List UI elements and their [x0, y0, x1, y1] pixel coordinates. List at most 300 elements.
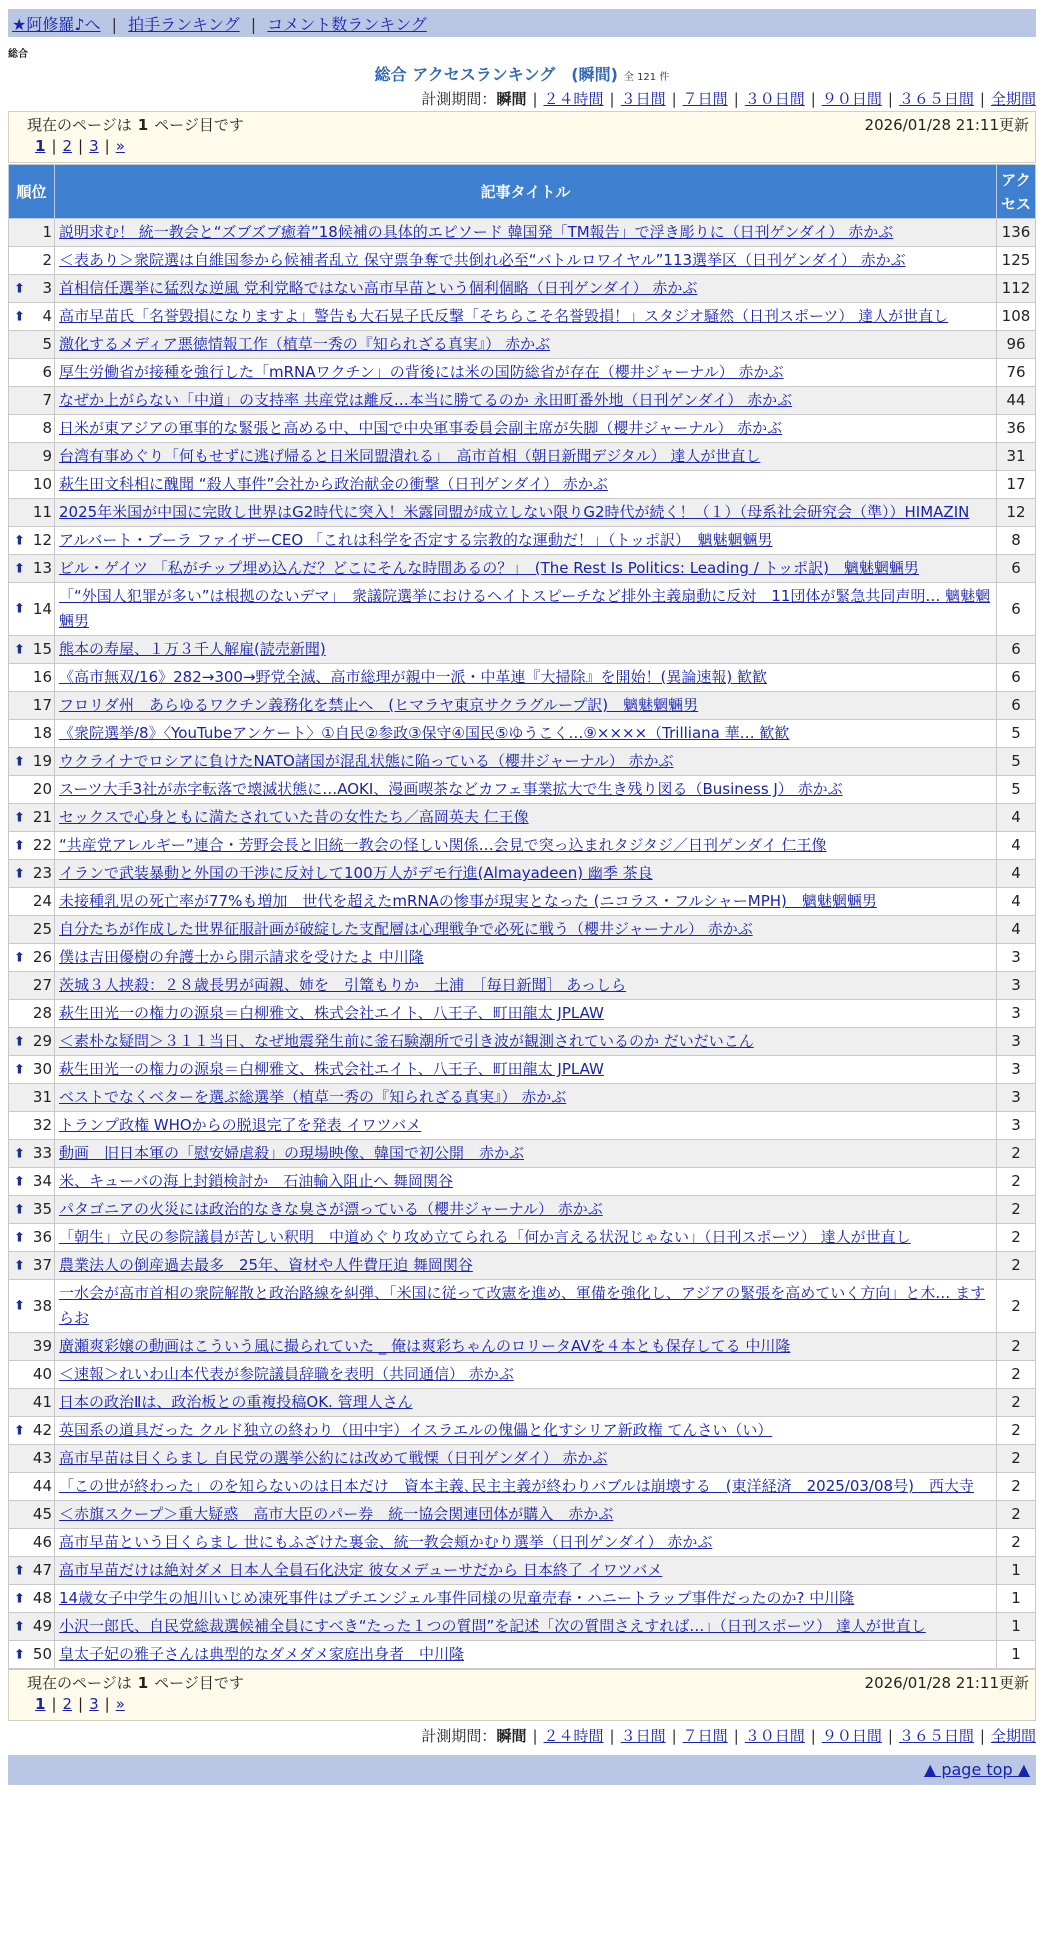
top-nav	[8, 9, 1036, 37]
table-row	[9, 664, 1036, 692]
rank-cell	[9, 1641, 55, 1669]
title-cell	[55, 776, 997, 804]
article-link[interactable]: 高市早苗という目くらまし 世にもふざけた裏金、統一教会頬かむり選挙（日刊ゲンダイ） 赤かぶ	[59, 1533, 713, 1551]
page-link[interactable]: 3	[89, 137, 99, 155]
applause-ranking-link[interactable]: 拍手ランキング	[128, 15, 240, 34]
period-link[interactable]: ３０日間	[744, 90, 805, 108]
period-label: 計測期間：	[421, 1727, 497, 1745]
access-count: 2	[997, 1168, 1036, 1196]
page-separator: |	[51, 1695, 57, 1713]
rank-number: 44	[32, 1477, 52, 1495]
title-cell	[55, 1529, 997, 1557]
rank-number: 34	[32, 1172, 52, 1190]
access-count: 1	[997, 1641, 1036, 1669]
page-title	[0, 62, 1044, 85]
access-count: 17	[997, 471, 1036, 499]
rank-number: 2	[42, 251, 52, 269]
table-row	[9, 219, 1036, 247]
access-count: 5	[997, 720, 1036, 748]
title-cell	[55, 1473, 997, 1501]
period-current: 瞬間	[496, 1727, 527, 1745]
page-link[interactable]: 3	[89, 1695, 99, 1713]
access-count: 6	[997, 636, 1036, 664]
article-link[interactable]: 「朝生」立民の参院議員が苦しい釈明 中道めぐり攻め立てられる「何か言える状況じゃない」（日刊スポーツ） 達人が世直し	[59, 1228, 911, 1246]
pager-bottom	[8, 1669, 1036, 1721]
rank-number: 27	[32, 976, 52, 994]
period-link[interactable]: 全期間	[990, 90, 1036, 108]
table-row	[9, 415, 1036, 443]
title-cell	[55, 275, 997, 303]
page-top-link[interactable]: ▲ page top ▲	[923, 1760, 1030, 1779]
access-count: 108	[997, 303, 1036, 331]
up-arrow-icon: ⬆	[14, 601, 25, 617]
rank-number: 31	[32, 1088, 52, 1106]
access-count: 3	[997, 1028, 1036, 1056]
article-link[interactable]: 萩生田文科相に醜聞 “殺人事件”会社から政治献金の衝撃（日刊ゲンダイ） 赤かぶ	[59, 475, 608, 493]
table-row	[9, 499, 1036, 527]
period-label: 計測期間：	[421, 90, 497, 108]
access-count: 4	[997, 860, 1036, 888]
article-link[interactable]: ウクライナでロシアに負けたNATO諸国が混乱状態に陥っている（櫻井ジャーナル） 赤かぶ	[59, 752, 674, 770]
period-separator: |	[810, 1727, 816, 1745]
rank-cell	[9, 247, 55, 275]
rank-cell	[9, 471, 55, 499]
title-cell	[55, 1641, 997, 1669]
article-link[interactable]: ＜赤旗スクープ＞重大疑惑 高市大臣のパー券 統一協会関連団体が購入 赤かぶ	[59, 1505, 614, 1523]
article-link[interactable]: 高市早苗氏「名誉毀損になりますよ」警告も大石晃子氏反撃「そちらこそ名誉毀損！」スタジオ騒然（日刊スポーツ） 達人が世直し	[59, 307, 949, 325]
title-cell	[55, 555, 997, 583]
article-link[interactable]: 熊本の寿屋、１万３千人解雇(読売新聞)	[59, 640, 326, 658]
up-arrow-icon: ⬆	[14, 1423, 25, 1438]
period-link[interactable]: ７日間	[682, 1727, 728, 1745]
footer-bar	[8, 1755, 1036, 1785]
period-link[interactable]: ２４時間	[543, 1727, 604, 1745]
rank-cell	[9, 1280, 55, 1333]
article-link[interactable]: 未接種乳児の死亡率が77%も増加 世代を超えたmRNAの惨事が現実となった (ニコラス・フルシャーMPH) 魑魅魍魎男	[59, 892, 877, 910]
title-cell	[55, 1557, 997, 1585]
period-separator: |	[810, 90, 816, 108]
access-count: 31	[997, 443, 1036, 471]
access-count: 2	[997, 1333, 1036, 1361]
table-row	[9, 1140, 1036, 1168]
article-link[interactable]: パタゴニアの火災には政治的なきな臭さが漂っている（櫻井ジャーナル） 赤かぶ	[59, 1200, 603, 1218]
article-link[interactable]: 農業法人の倒産過去最多 25年、資材や人件費圧迫 舞岡関谷	[59, 1256, 473, 1274]
article-link[interactable]: セックスで心身ともに満たされていた昔の女性たち／高岡英夫 仁王像	[59, 808, 529, 826]
up-arrow-icon: ⬆	[14, 1258, 25, 1273]
rank-cell	[9, 499, 55, 527]
up-arrow-icon: ⬆	[14, 642, 25, 657]
rank-cell	[9, 916, 55, 944]
table-row	[9, 916, 1036, 944]
rank-cell	[9, 1028, 55, 1056]
title-cell	[55, 860, 997, 888]
article-link[interactable]: 説明求む！ 統一教会と“ズブズブ癒着”18候補の具体的エピソード 韓国発「TM報告」で浮き彫りに（日刊ゲンダイ） 赤かぶ	[59, 223, 894, 241]
article-link[interactable]: 高市早苗は目くらまし 自民党の選挙公約には改めて戦慄（日刊ゲンダイ） 赤かぶ	[59, 1449, 608, 1467]
title-cell	[55, 1028, 997, 1056]
rank-cell	[9, 275, 55, 303]
pager-status-row	[27, 1672, 1029, 1695]
article-link[interactable]: 日本の政治Ⅱは、政治板との重複投稿OK. 管理人さん	[59, 1393, 413, 1411]
period-separator: |	[609, 1727, 615, 1745]
article-link[interactable]: 「この世が終わった」のを知らないのは日本だけ 資本主義､民主主義が終わりバブルは崩壊する (東洋経済 2025/03/08号) 西大寺	[59, 1477, 974, 1495]
title-cell	[55, 944, 997, 972]
article-link[interactable]: 萩生田光一の権力の源泉＝白柳雅文、株式会社エイト、八王子、町田龍太 JPLAW	[59, 1004, 604, 1022]
access-count: 2	[997, 1473, 1036, 1501]
access-count: 96	[997, 331, 1036, 359]
access-count: 5	[997, 748, 1036, 776]
rank-number: 3	[42, 279, 52, 297]
rank-cell	[9, 748, 55, 776]
rank-number: 6	[42, 363, 52, 381]
ranking-table	[8, 164, 1036, 1669]
article-link[interactable]: 動画 旧日本軍の「慰安婦虐殺」の現場映像、韓国で初公開 赤かぶ	[59, 1144, 525, 1162]
page-link[interactable]: »	[115, 1695, 125, 1713]
up-arrow-icon: ⬆	[14, 1146, 25, 1161]
access-count: 2	[997, 1196, 1036, 1224]
home-link[interactable]: ★阿修羅♪へ	[12, 15, 101, 34]
access-count: 44	[997, 387, 1036, 415]
article-link[interactable]: ＜素朴な疑問＞３１１当日、なぜ地震発生前に釜石験潮所で引き波が観測されているのか だいだいこん	[59, 1032, 754, 1050]
article-link[interactable]: 《衆院選挙/8》〈YouTubeアンケート〉①自民②参政③保守④国民⑤ゆうこく…⑨××××（Trilliana 華… 歓歓	[59, 724, 790, 742]
article-link[interactable]: 激化するメディア悪徳情報工作（植草一秀の『知られざる真実』） 赤かぶ	[59, 335, 551, 353]
table-row	[9, 1252, 1036, 1280]
access-count: 1	[997, 1585, 1036, 1613]
rank-number: 14	[32, 599, 52, 618]
rank-number: 28	[32, 1004, 52, 1022]
title-cell	[55, 499, 997, 527]
table-row	[9, 387, 1036, 415]
title-cell	[55, 1501, 997, 1529]
period-link[interactable]: 全期間	[990, 1727, 1036, 1745]
up-arrow-icon: ⬆	[14, 950, 25, 965]
table-row	[9, 972, 1036, 1000]
rank-cell	[9, 1196, 55, 1224]
table-row	[9, 720, 1036, 748]
access-count: 2	[997, 1280, 1036, 1333]
table-row	[9, 1585, 1036, 1613]
rank-cell	[9, 1224, 55, 1252]
table-row	[9, 1529, 1036, 1557]
period-separator: |	[609, 90, 615, 108]
table-row	[9, 1280, 1036, 1333]
rank-cell	[9, 1557, 55, 1585]
table-row	[9, 247, 1036, 275]
page-status	[27, 114, 244, 137]
title-cell	[55, 636, 997, 664]
rank-number: 22	[32, 836, 52, 854]
period-separator: |	[887, 90, 893, 108]
rank-number: 43	[32, 1449, 52, 1467]
rank-number: 39	[32, 1337, 52, 1355]
article-link[interactable]: 高市早苗だけは絶対ダメ 日本人全員石化決定 彼女メデューサだから 日本終了 イワツバメ	[59, 1561, 663, 1579]
table-row	[9, 692, 1036, 720]
period-separator: |	[671, 1727, 677, 1745]
rank-number: 18	[32, 724, 52, 742]
rank-cell	[9, 387, 55, 415]
comment-ranking-link[interactable]: コメント数ランキング	[267, 15, 427, 34]
rank-number: 36	[32, 1228, 52, 1246]
title-cell	[55, 720, 997, 748]
article-link[interactable]: “共産党アレルギー”連合・芳野会長と旧統一教会の怪しい関係…会見で突っ込まれタジタジ／日刊ゲンダイ 仁王像	[59, 836, 827, 854]
rank-number: 16	[32, 668, 52, 686]
period-link[interactable]: ３日間	[620, 1727, 666, 1745]
period-link[interactable]: ９０日間	[821, 1727, 882, 1745]
table-row	[9, 1473, 1036, 1501]
rank-cell	[9, 583, 55, 636]
period-separator: |	[671, 90, 677, 108]
title-cell	[55, 583, 997, 636]
table-row	[9, 636, 1036, 664]
page-separator: |	[104, 137, 110, 155]
rank-cell	[9, 1000, 55, 1028]
nav-separator: |	[250, 15, 257, 34]
title-cell	[55, 1224, 997, 1252]
title-cell	[55, 1585, 997, 1613]
table-row	[9, 832, 1036, 860]
access-count: 125	[997, 247, 1036, 275]
access-count: 6	[997, 692, 1036, 720]
article-link[interactable]: 僕は吉田優樹の弁護士から開示請求を受けたよ 中川隆	[59, 948, 424, 966]
article-link[interactable]: 首相信任選挙に猛烈な逆風 党利党略ではない高市早苗という個利個略（日刊ゲンダイ） 赤かぶ	[59, 279, 698, 297]
rank-number: 10	[32, 475, 52, 493]
page-status-number: 1	[137, 1674, 149, 1692]
access-count: 1	[997, 1613, 1036, 1641]
title-cell	[55, 1417, 997, 1445]
rank-number: 35	[32, 1200, 52, 1218]
access-count: 12	[997, 499, 1036, 527]
article-link[interactable]: 日米が東アジアの軍事的な緊張と高める中、中国で中央軍事委員会副主席が失脚（櫻井ジャーナル） 赤かぶ	[59, 419, 783, 437]
article-link[interactable]: 自分たちが作成した世界征服計画が破綻した支配層は心理戦争で必死に戦う（櫻井ジャーナル） 赤かぶ	[59, 920, 753, 938]
rank-cell	[9, 720, 55, 748]
title-cell	[55, 471, 997, 499]
title-cell	[55, 888, 997, 916]
table-row	[9, 748, 1036, 776]
access-count: 3	[997, 1056, 1036, 1084]
table-row	[9, 1056, 1036, 1084]
rank-number: 30	[32, 1060, 52, 1078]
article-link[interactable]: 台湾有事めぐり「何もせずに逃げ帰ると日米同盟潰れる」 高市首相（朝日新聞デジタル） 達人が世直し	[59, 447, 761, 465]
ranking-title: 総合 アクセスランキング (瞬間)	[374, 65, 618, 84]
up-arrow-icon: ⬆	[14, 1230, 25, 1245]
article-link[interactable]: 英国系の道具だった クルド独立の終わり（田中宇）イスラエルの傀儡と化すシリア新政権 てんさい（い）	[59, 1421, 773, 1439]
up-arrow-icon: ⬆	[14, 533, 25, 548]
access-count: 2	[997, 1140, 1036, 1168]
access-count: 2	[997, 1252, 1036, 1280]
article-link[interactable]: 一水会が高市首相の衆院解散と政治路線を糾弾、「米国に従って改憲を進め、軍備を強化し、アジアの緊張を高めていく方向」と木… ますらお	[59, 1284, 986, 1327]
article-link[interactable]: 小沢一郎氏、自民党総裁選候補全員にすべき“たった１つの質問”を記述「次の質問さえすれば…」（日刊スポーツ） 達人が世直し	[59, 1617, 926, 1635]
rank-cell	[9, 443, 55, 471]
article-link[interactable]: 《高市無双/16》282→300→野党全滅、高市総理が親中一派・中革連『大掃除』を開始！(異論速報) 歓歓	[59, 668, 768, 686]
table-row	[9, 1445, 1036, 1473]
access-count: 2	[997, 1501, 1036, 1529]
period-separator: |	[733, 90, 739, 108]
access-count: 112	[997, 275, 1036, 303]
article-link[interactable]: ＜表あり＞衆院選は自維国参から候補者乱立 保守票争奪で共倒れ必至“バトルロワイヤル”113選挙区（日刊ゲンダイ） 赤かぶ	[59, 251, 906, 269]
page-links	[27, 1695, 1029, 1719]
page-link[interactable]: »	[115, 137, 125, 155]
article-link[interactable]: フロリダ州 あらゆるワクチン義務化を禁止へ (ヒマラヤ東京サクラグループ訳) 魑魅魍魎男	[59, 696, 699, 714]
table-row	[9, 555, 1036, 583]
table-row	[9, 1196, 1036, 1224]
article-link[interactable]: トランプ政権 WHOからの脱退完了を発表 イワツバメ	[59, 1116, 422, 1134]
access-count: 8	[997, 527, 1036, 555]
page-link[interactable]: 2	[62, 1695, 73, 1713]
period-selector-top	[421, 88, 1036, 109]
rank-cell	[9, 944, 55, 972]
rank-number: 32	[32, 1116, 52, 1134]
access-count: 4	[997, 832, 1036, 860]
rank-cell	[9, 1585, 55, 1613]
up-arrow-icon: ⬆	[14, 1062, 25, 1077]
title-cell	[55, 527, 997, 555]
article-link[interactable]: ベストでなくベターを選ぶ総選挙（植草一秀の『知られざる真実』） 赤かぶ	[59, 1088, 567, 1106]
up-arrow-icon: ⬆	[14, 1591, 25, 1606]
total-count: 全 121 件	[623, 72, 670, 83]
table-row	[9, 331, 1036, 359]
title-cell	[55, 359, 997, 387]
table-row	[9, 583, 1036, 636]
period-separator: |	[532, 90, 538, 108]
table-row	[9, 471, 1036, 499]
rank-cell	[9, 1445, 55, 1473]
access-count: 1	[997, 1557, 1036, 1585]
period-link[interactable]: ７日間	[682, 90, 728, 108]
page-separator: |	[104, 1695, 110, 1713]
rank-cell	[9, 804, 55, 832]
rank-number: 5	[42, 335, 52, 353]
article-link[interactable]: 萩生田光一の権力の源泉＝白柳雅文、株式会社エイト、八王子、町田龍太 JPLAW	[59, 1060, 604, 1078]
rank-number: 1	[42, 223, 52, 241]
rank-number: 8	[42, 419, 52, 437]
access-count: 3	[997, 972, 1036, 1000]
count-column-header: アクセス	[997, 165, 1036, 219]
rank-cell	[9, 888, 55, 916]
page-link-current[interactable]: 1	[35, 137, 46, 155]
article-link[interactable]: 廣瀬爽彩嬢の動画はこういう風に撮られていた _ 俺は爽彩ちゃんのロリータAVを４本とも保存してる 中川隆	[59, 1337, 791, 1355]
article-link[interactable]: ビル・ゲイツ 「私がチップ埋め込んだ？どこにそんな時間あるの？」 (The Rest Is Politics: Leading / トッポ訳) 魑魅魍魎男	[59, 559, 919, 577]
rank-number: 24	[32, 892, 52, 910]
rank-cell	[9, 359, 55, 387]
table-row	[9, 804, 1036, 832]
up-arrow-icon: ⬆	[14, 1563, 25, 1578]
period-link[interactable]: ３０日間	[744, 1727, 805, 1745]
rank-number: 46	[32, 1533, 52, 1551]
table-row	[9, 1389, 1036, 1417]
page-link[interactable]: 2	[62, 137, 73, 155]
period-current: 瞬間	[496, 90, 527, 108]
table-row	[9, 860, 1036, 888]
rank-cell	[9, 1473, 55, 1501]
article-link[interactable]: イランで武装暴動と外国の干渉に反対して100万人がデモ行進(Almayadeen) 幽季 茶良	[59, 864, 653, 882]
access-count: 6	[997, 583, 1036, 636]
rank-cell	[9, 832, 55, 860]
title-cell	[55, 1280, 997, 1333]
page-status-prefix: 現在のページは	[27, 1674, 132, 1692]
rank-cell	[9, 303, 55, 331]
table-row	[9, 1613, 1036, 1641]
article-link[interactable]: アルバート・ブーラ ファイザーCEO 「これは科学を否定する宗教的な運動だ！」（トッポ訳） 魑魅魍魎男	[59, 531, 773, 549]
rank-number: 45	[32, 1505, 52, 1523]
rank-number: 15	[32, 640, 52, 658]
period-link[interactable]: ３日間	[620, 90, 666, 108]
rank-number: 20	[32, 780, 52, 798]
period-link[interactable]: ３６５日間	[898, 90, 974, 108]
title-cell	[55, 303, 997, 331]
rank-cell	[9, 860, 55, 888]
table-row	[9, 1501, 1036, 1529]
page-link-current[interactable]: 1	[35, 1695, 46, 1713]
title-cell	[55, 1084, 997, 1112]
table-row	[9, 1333, 1036, 1361]
title-cell	[55, 692, 997, 720]
title-cell	[55, 1168, 997, 1196]
article-link[interactable]: 茨城３人挟殺：２８歳長男が両親、姉を 引篭もりか 土浦 ［毎日新聞］ あっしら	[59, 976, 627, 994]
table-row	[9, 1084, 1036, 1112]
period-separator: |	[979, 90, 985, 108]
title-column-header: 記事タイトル	[55, 165, 997, 219]
title-cell	[55, 664, 997, 692]
rank-number: 26	[32, 948, 52, 966]
rank-number: 40	[32, 1365, 52, 1383]
up-arrow-icon: ⬆	[14, 1202, 25, 1217]
article-link[interactable]: スーツ大手3社が赤字転落で壊滅状態に…AOKI、漫画喫茶などカフェ事業拡大で生き残り図る（Business J） 赤かぶ	[59, 780, 843, 798]
article-link[interactable]: 米、キューバの海上封鎖検討か 石油輸入阻止へ 舞岡関谷	[59, 1172, 454, 1190]
rank-number: 42	[32, 1421, 52, 1439]
rank-cell	[9, 776, 55, 804]
article-link[interactable]: 厚生労働省が接種を強行した「mRNAワクチン」の背後には米の国防総省が存在（櫻井ジャーナル） 赤かぶ	[59, 363, 784, 381]
period-link[interactable]: ２４時間	[543, 90, 604, 108]
title-cell	[55, 1196, 997, 1224]
article-link[interactable]: 2025年米国が中国に完敗し世界はG2時代に突入！米露同盟が成立しない限りG2時代が続く！（１）（母系社会研究会（準））HIMAZIN	[59, 503, 970, 521]
up-arrow-icon: ⬆	[14, 1034, 25, 1049]
article-link[interactable]: 皇太子妃の雅子さんは典型的なダメダメ家庭出身者 中川隆	[59, 1645, 465, 1663]
rank-cell	[9, 692, 55, 720]
rank-number: 37	[32, 1256, 52, 1274]
access-count: 4	[997, 916, 1036, 944]
table-row	[9, 275, 1036, 303]
access-count: 6	[997, 555, 1036, 583]
category-label: 総合	[8, 49, 28, 60]
table-row	[9, 888, 1036, 916]
article-link[interactable]: 14歳女子中学生の旭川いじめ凍死事件はプチエンジェル事件同様の児童売春・ハニートラップ事件だったのか? 中川隆	[59, 1589, 855, 1607]
article-link[interactable]: なぜか上がらない「中道」の支持率 共産党は離反…本当に勝てるのか 永田町番外地（日刊ゲンダイ） 赤かぶ	[59, 391, 793, 409]
title-cell	[55, 247, 997, 275]
rank-cell	[9, 664, 55, 692]
article-link[interactable]: 「“外国人犯罪が多い”は根拠のないデマ」 衆議院選挙におけるヘイトスピーチなど排外主義扇動に反対 11団体が緊急共同声明… 魑魅魍魎男	[59, 587, 991, 630]
rank-cell	[9, 527, 55, 555]
title-cell	[55, 804, 997, 832]
access-count: 2	[997, 1445, 1036, 1473]
access-count: 3	[997, 1000, 1036, 1028]
article-link[interactable]: ＜速報＞れいわ山本代表が参院議員辞職を表明（共同通信） 赤かぶ	[59, 1365, 514, 1383]
title-cell	[55, 1613, 997, 1641]
title-cell	[55, 1056, 997, 1084]
title-cell	[55, 331, 997, 359]
rank-number: 38	[32, 1296, 52, 1315]
title-cell	[55, 1333, 997, 1361]
period-link[interactable]: ９０日間	[821, 90, 882, 108]
rank-number: 48	[32, 1589, 52, 1607]
page-separator: |	[78, 137, 84, 155]
rank-number: 29	[32, 1032, 52, 1050]
table-row	[9, 303, 1036, 331]
access-count: 2	[997, 1224, 1036, 1252]
rank-cell	[9, 636, 55, 664]
rank-number: 25	[32, 920, 52, 938]
rank-cell	[9, 1333, 55, 1361]
access-count: 2	[997, 1361, 1036, 1389]
period-link[interactable]: ３６５日間	[898, 1727, 974, 1745]
